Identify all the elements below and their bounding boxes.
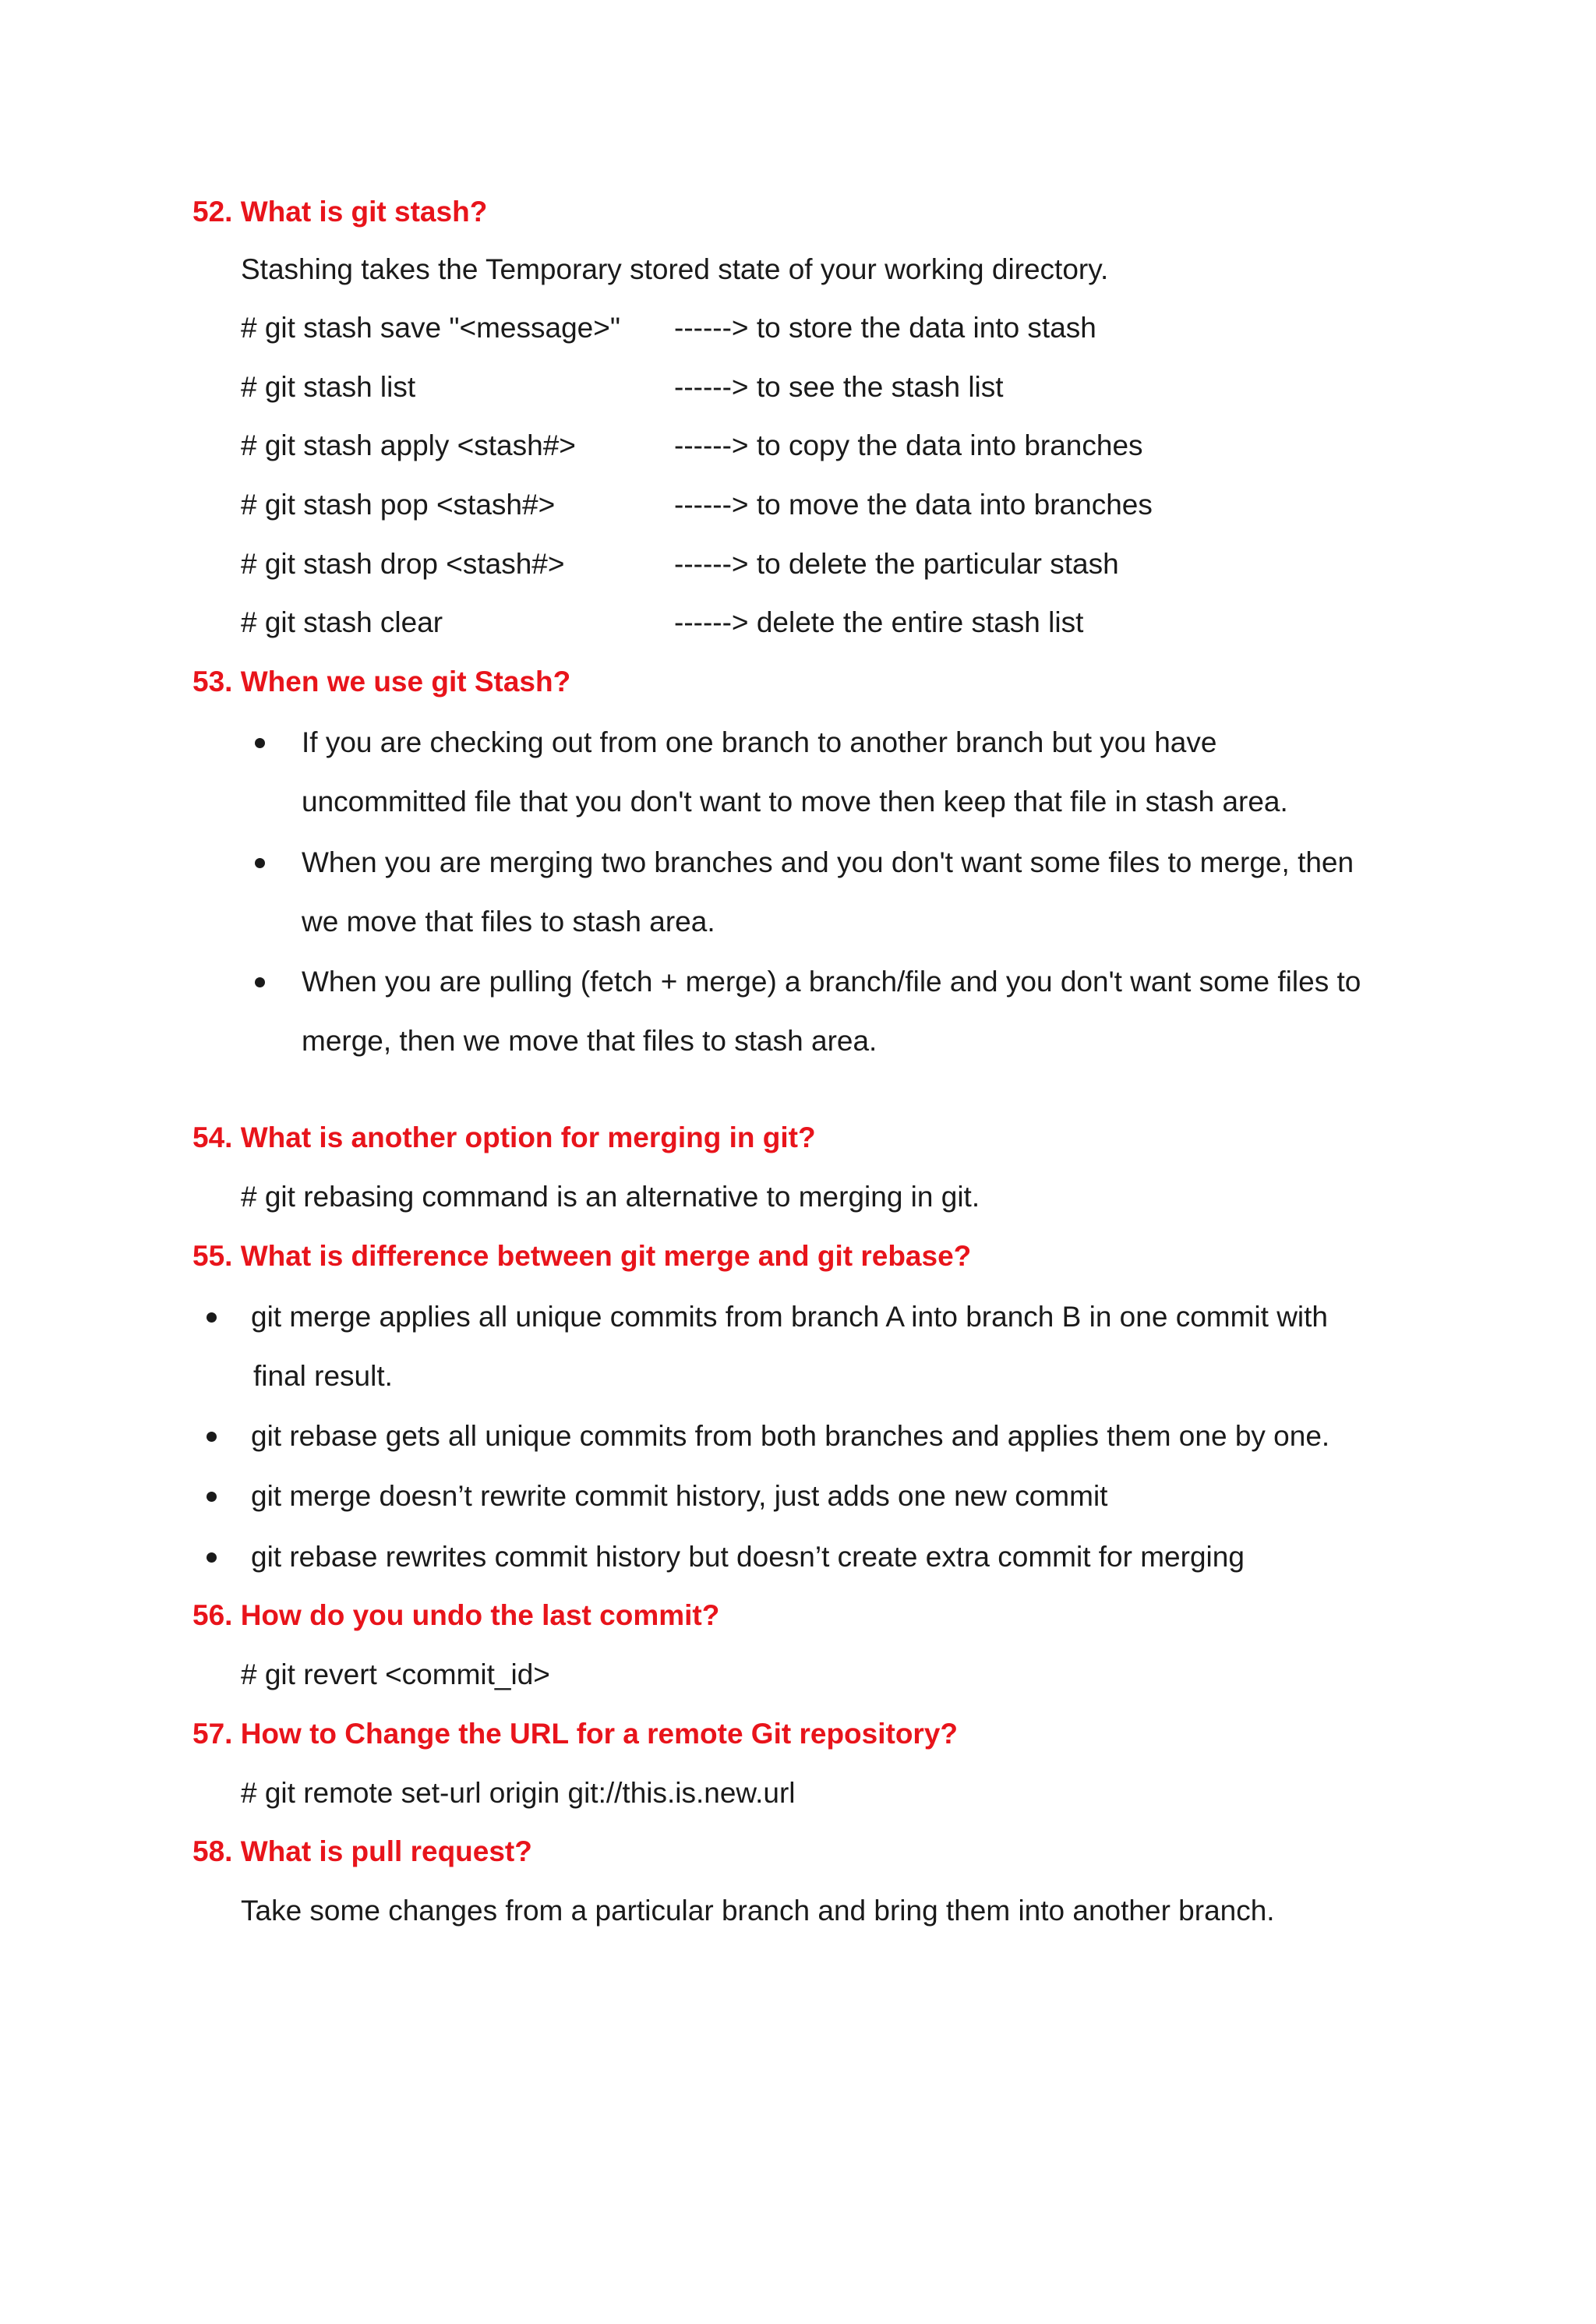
command-description: ------> to store the data into stash — [674, 312, 1096, 344]
command-description: ------> to copy the data into branches — [674, 429, 1143, 461]
list-item-text: merge, then we move that files to stash area. — [302, 1025, 877, 1057]
command-text: # git stash save "<message>" — [241, 312, 620, 344]
command-text: # git stash apply <stash#> — [241, 429, 576, 461]
list-item-text: git rebase gets all unique commits from both branches and applies them one by one. — [251, 1420, 1330, 1452]
answer-text: Stashing takes the Temporary stored state of your working directory. — [241, 253, 1109, 285]
question-heading-58: 58. What is pull request? — [192, 1835, 532, 1867]
question-heading-55: 55. What is difference between git merge and git rebase? — [192, 1240, 972, 1272]
command-description: ------> to delete the particular stash — [674, 548, 1119, 580]
answer-text: # git rebasing command is an alternative to merging in git. — [241, 1181, 980, 1213]
bullet-icon — [207, 1492, 217, 1502]
command-text: # git stash pop <stash#> — [241, 489, 556, 521]
question-heading-52: 52. What is git stash? — [192, 196, 488, 228]
answer-text: Take some changes from a particular branch and bring them into another branch. — [241, 1895, 1275, 1927]
bullet-icon — [255, 977, 265, 987]
answer-text: # git remote set-url origin git://this.is.new.url — [241, 1777, 796, 1809]
bullet-icon — [207, 1552, 217, 1563]
list-item-text: git rebase rewrites commit history but doesn’t create extra commit for merging — [251, 1541, 1245, 1573]
list-item-text: uncommitted file that you don't want to move then keep that file in stash area. — [302, 786, 1288, 818]
question-heading-56: 56. How do you undo the last commit? — [192, 1599, 720, 1631]
list-item-text: When you are merging two branches and you don't want some files to merge, then — [302, 846, 1354, 878]
command-text: # git stash clear — [241, 606, 443, 638]
question-heading-53: 53. When we use git Stash? — [192, 666, 571, 698]
bullet-icon — [207, 1312, 217, 1323]
list-item-text: When you are pulling (fetch + merge) a branch/file and you don't want some files to — [302, 966, 1361, 998]
list-item-text: If you are checking out from one branch to another branch but you have — [302, 726, 1217, 758]
command-text: # git stash list — [241, 371, 416, 403]
question-heading-54: 54. What is another option for merging in git? — [192, 1121, 816, 1153]
bullet-icon — [255, 738, 265, 748]
list-item-text: we move that files to stash area. — [302, 906, 715, 938]
command-text: # git stash drop <stash#> — [241, 548, 565, 580]
command-description: ------> delete the entire stash list — [674, 606, 1084, 638]
bullet-icon — [207, 1432, 217, 1442]
command-description: ------> to move the data into branches — [674, 489, 1153, 521]
bullet-icon — [255, 858, 265, 868]
list-item-text: git merge doesn’t rewrite commit history, just adds one new commit — [251, 1480, 1108, 1512]
answer-text: # git revert <commit_id> — [241, 1658, 550, 1690]
command-description: ------> to see the stash list — [674, 371, 1004, 403]
question-heading-57: 57. How to Change the URL for a remote Git repository? — [192, 1718, 958, 1750]
list-item-text: final result. — [253, 1360, 393, 1392]
list-item-text: git merge applies all unique commits from branch A into branch B in one commit with — [251, 1301, 1328, 1333]
